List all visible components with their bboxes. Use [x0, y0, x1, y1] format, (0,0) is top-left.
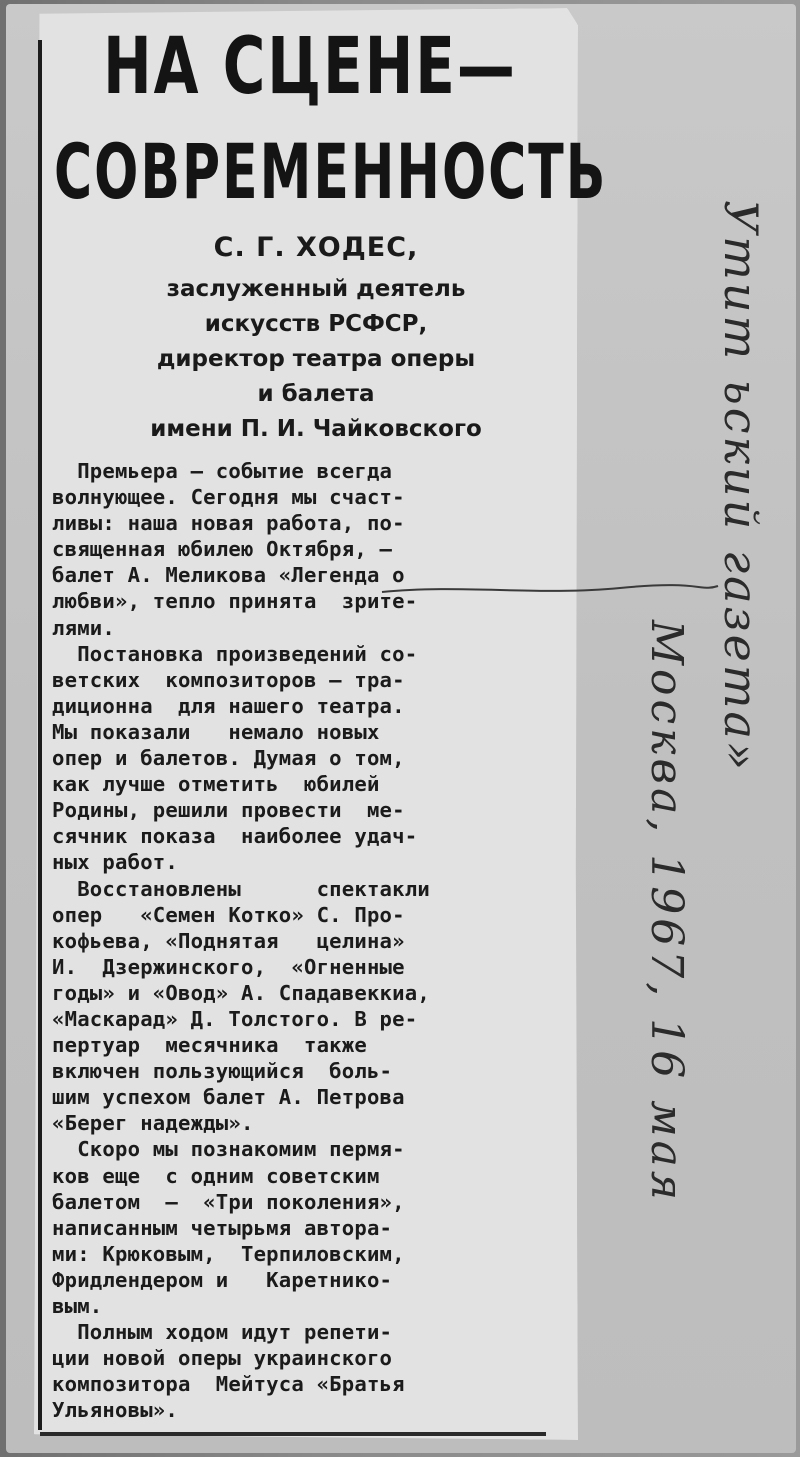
article-line: ми: Крюковым, Терпиловским,	[52, 1241, 405, 1266]
headline-line-2: СОВРЕМЕННОСТЬ	[54, 130, 608, 217]
article-line: Восстановлены спектакли	[52, 876, 430, 901]
article-line: волнующее. Сегодня мы счаст-	[52, 485, 405, 510]
article-line: диционна для нашего театра.	[52, 693, 405, 718]
article-line: Фридлендером и Каретнико-	[52, 1267, 393, 1292]
handwritten-note-line-2: Москва, 1967, 16 мая	[641, 620, 692, 1205]
headline-line-1: НА СЦЕНЕ—	[103, 20, 517, 112]
article-line: написанным четырьмя автора-	[52, 1215, 393, 1240]
article-line: лями.	[52, 615, 115, 640]
article-line: Премьера — событие всегда	[52, 459, 393, 483]
article-line: Постановка произведений со-	[52, 641, 418, 666]
article-line: опер и балетов. Думая о том,	[52, 746, 405, 771]
handwritten-note-line-1: Утит ьский газета»	[714, 200, 768, 774]
article-line: Ульяновы».	[52, 1398, 178, 1423]
article-line: как лучше отметить юбилей	[52, 772, 380, 797]
article-line: ветских композиторов — тра-	[52, 667, 405, 692]
clipping-column-rule	[38, 40, 42, 1430]
clipping-bottom-rule	[40, 1432, 546, 1436]
article-line: Родины, решили провести ме-	[52, 798, 405, 823]
article-line: Мы показали немало новых	[52, 719, 380, 744]
article-line: вым.	[52, 1294, 103, 1318]
article-line: балетом — «Три поколения»,	[52, 1189, 405, 1214]
article-line: сячник показа наиболее удач-	[52, 824, 418, 849]
article-line: «Маскарад» Д. Толстого. В ре-	[52, 1006, 418, 1031]
article-line: И. Дзержинского, «Огненные	[52, 954, 405, 979]
article-line: «Берег надежды».	[52, 1111, 254, 1136]
article-line: балет А. Меликова «Легенда о	[52, 563, 405, 588]
pencil-underline-mark	[380, 580, 720, 598]
article-line: композитора Мейтуса «Братья	[52, 1372, 405, 1397]
article-line: ции новой оперы украинского	[52, 1346, 393, 1371]
author-title: заслуженный деятель искусств РСФСР, директор театра оперы и балета имени П. И. Чайковского	[150, 276, 482, 442]
article-body	[52, 458, 567, 1423]
article-line: опер «Семен Котко» С. Про-	[52, 902, 405, 927]
article-line: включен пользующийся боль-	[52, 1059, 393, 1084]
article-line: пертуар месячника также	[52, 1033, 367, 1058]
article-line: шим успехом балет А. Петрова	[52, 1085, 405, 1110]
article-line: ливы: наша новая работа, по-	[52, 511, 405, 536]
article-line: Полным ходом идут репети-	[52, 1320, 393, 1345]
article-line: кофьева, «Поднятая целина»	[52, 928, 405, 953]
author-name: С. Г. ХОДЕС,	[213, 232, 419, 263]
article-line: ных работ.	[52, 850, 178, 875]
article-line: годы» и «Овод» А. Спадавеккиа,	[52, 980, 430, 1005]
article-line: ков еще с одним советским	[52, 1163, 380, 1188]
article-line: Скоро мы познакомим пермя-	[52, 1137, 405, 1162]
article-line: любви», тепло принята зрите-	[52, 589, 418, 614]
article-line: священная юбилею Октября, —	[52, 537, 393, 562]
